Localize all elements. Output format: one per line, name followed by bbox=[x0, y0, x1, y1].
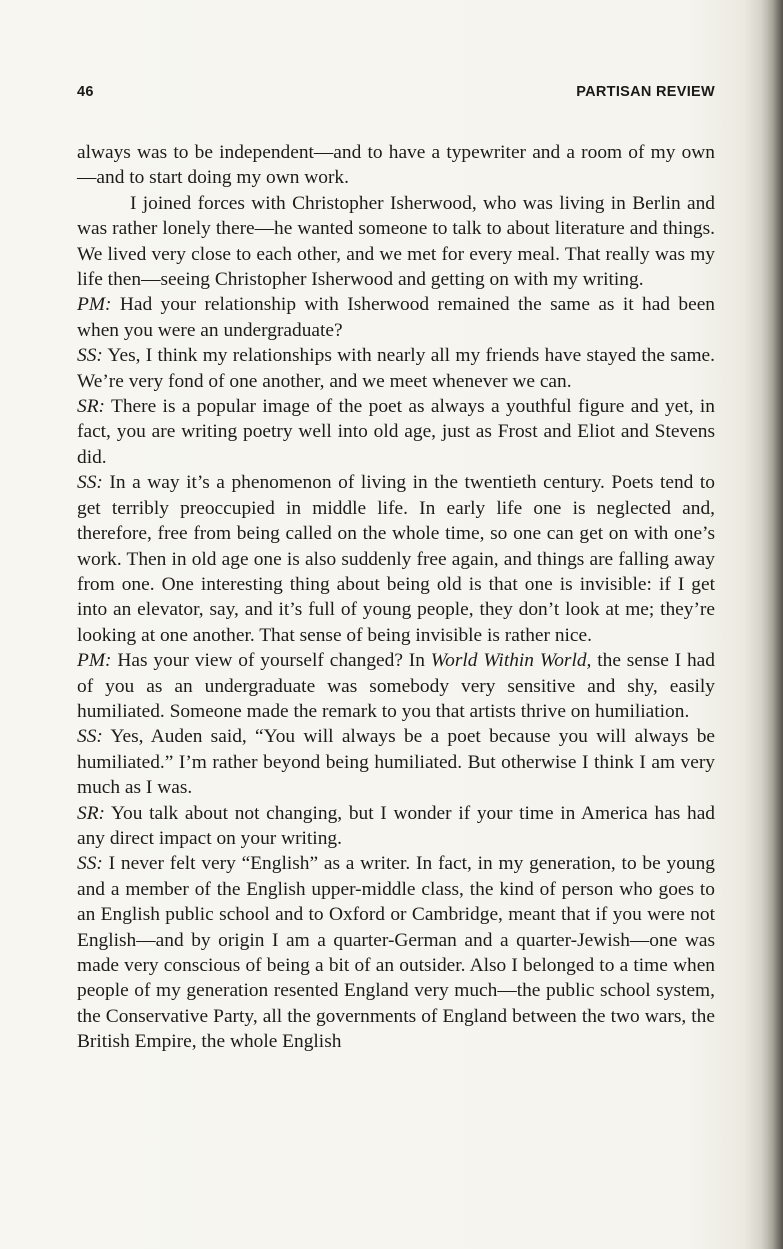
dialogue-sr-2 bbox=[77, 801, 715, 852]
dialogue-text: Yes, I think my relationships with nearly all my friends have stayed the same. We’re very fond of one another, and we meet whenever we can. bbox=[77, 345, 715, 392]
book-spine-shadow bbox=[761, 0, 783, 1249]
dialogue-pm-1 bbox=[77, 292, 715, 343]
speaker-label: SS: bbox=[77, 472, 103, 494]
dialogue-text: You talk about not changing, but I wonder if your time in America has had any direct impact on your writing. bbox=[77, 802, 715, 849]
dialogue-text: Has your view of yourself changed? In bbox=[111, 650, 431, 672]
page-number: 46 bbox=[77, 84, 94, 100]
page-header bbox=[77, 84, 715, 106]
dialogue-ss-2 bbox=[77, 470, 715, 648]
dialogue-ss-3 bbox=[77, 724, 715, 800]
dialogue-pm-2 bbox=[77, 648, 715, 724]
dialogue-ss-4 bbox=[77, 851, 715, 1054]
paragraph-text: I joined forces with Christopher Isherwood, who was living in Berlin and was rather lonely there—he wanted someone to talk to about literature and things. We lived very close to each other, and we met for every meal. That really was my life then—seeing Christopher Isherwood and getting on with my writing. bbox=[77, 192, 715, 291]
speaker-label: PM: bbox=[77, 294, 112, 316]
speaker-label: SS: bbox=[77, 726, 103, 748]
dialogue-sr-1 bbox=[77, 394, 715, 470]
dialogue-ss-1 bbox=[77, 343, 715, 394]
speaker-label: PM: bbox=[77, 650, 112, 672]
dialogue-text: the sense I had of you as an undergraduate was somebody very sensitive and shy, easily humiliated. Someone made the remark to you that artists thrive on humiliation. bbox=[77, 650, 715, 722]
body-text bbox=[77, 140, 715, 1055]
paragraph-text: always was to be independent—and to have a typewriter and a room of my own—and to start doing my own work. bbox=[77, 142, 715, 189]
speaker-label: SR: bbox=[77, 396, 105, 418]
speaker-label: SS: bbox=[77, 345, 103, 367]
running-head: PARTISAN REVIEW bbox=[576, 84, 715, 100]
speaker-label: SS: bbox=[77, 853, 103, 875]
speaker-label: SR: bbox=[77, 802, 105, 824]
paragraph-isherwood bbox=[77, 191, 715, 293]
dialogue-text: I never felt very “English” as a writer. In fact, in my generation, to be young and a member of the English upper-middle class, the kind of person who goes to an English public school and to Oxford or Cambridge, meant that if you were not English—and by origin I am a quarter-German and a quarter-Jewish—one was made very conscious of being a bit of an outsider. Also I belonged to a time when people of my generation resented England very much—the public school system, the Conservative Party, all the governments of England between the two wars, the British Empire, the whole English bbox=[77, 853, 715, 1053]
dialogue-text: In a way it’s a phenomenon of living in the twentieth century. Poets tend to get terribly preoccupied in middle life. In early life one is neglected and, therefore, free from being called on the whole time, so one can get on with one’s work. Then in old age one is also suddenly free again, and things are falling away from one. One interesting thing about being old is that one is invisible: if I get into an elevator, say, and it’s full of young people, they don’t look at me; they’re looking at one another. That sense of being invisible is rather nice. bbox=[77, 472, 715, 646]
dialogue-text: Had your relationship with Isherwood remained the same as it had been when you were an undergraduate? bbox=[77, 294, 715, 341]
book-title: World Within World, bbox=[430, 650, 592, 672]
dialogue-text: There is a popular image of the poet as always a youthful figure and yet, in fact, you are writing poetry well into old age, just as Frost and Eliot and Stevens did. bbox=[77, 396, 715, 468]
dialogue-text: Yes, Auden said, “You will always be a poet because you will always be humiliated.” I’m rather beyond being humiliated. But otherwise I think I am very much as I was. bbox=[77, 726, 715, 799]
paragraph-continuation bbox=[77, 140, 715, 191]
